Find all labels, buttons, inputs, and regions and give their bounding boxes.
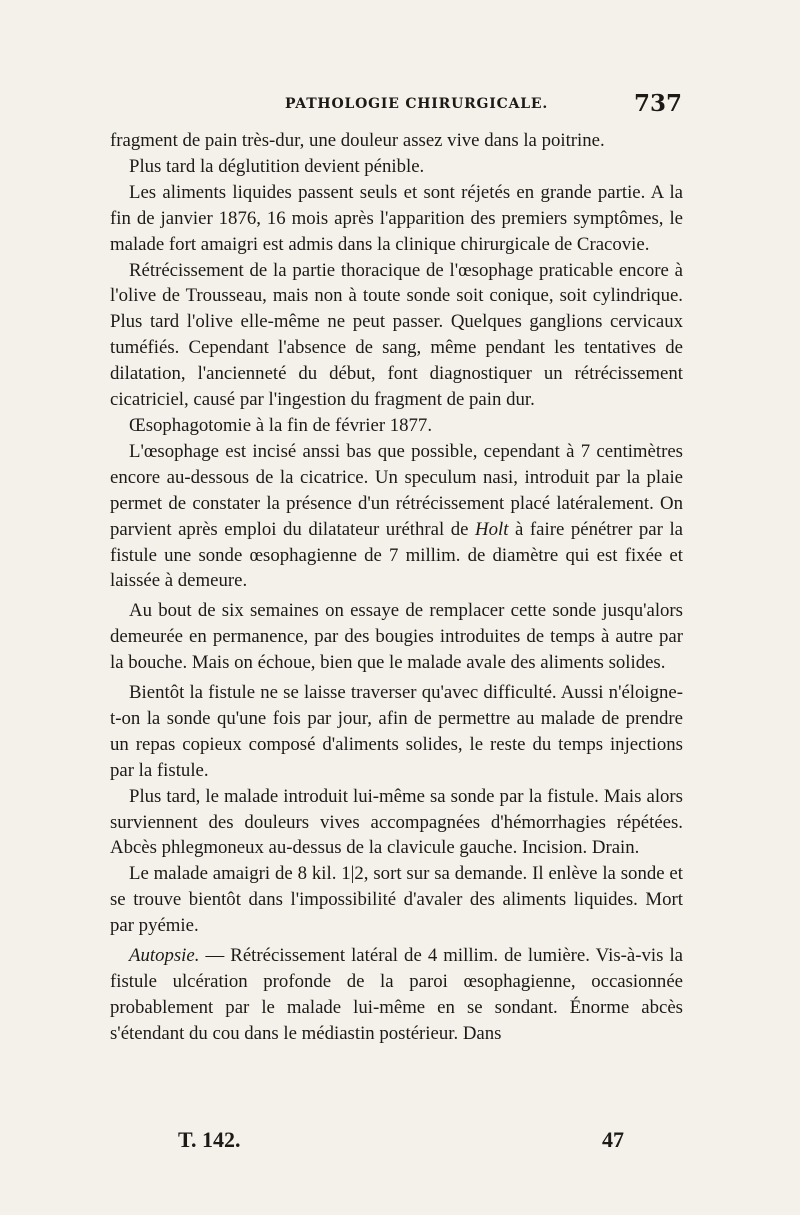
paragraph-6-italic: Holt <box>475 518 509 540</box>
page-footer <box>110 1127 682 1157</box>
page-number: 737 <box>633 90 682 117</box>
paragraph-10: Le malade amaigri de 8 kil. 1|2, sort sur sa demande. Il enlève la sonde et se trouve bientôt dans l'impossibilité d'avaler des aliments liquides. Mort par pyémie. <box>110 863 683 937</box>
paragraph-2: Plus tard la déglutition devient pénible. <box>129 155 425 177</box>
paragraph-3: Les aliments liquides passent seuls et sont réjetés en grande partie. A la fin de janvier 1876, 16 mois après l'apparition des premiers symptômes, le malade fort amaigri est admis dans la clinique chirurgicale de Cracovie. <box>110 181 683 255</box>
paragraph-11-italic: Autopsie. <box>129 945 200 967</box>
paragraph-6 <box>110 439 683 594</box>
signature-mark: T. 142. <box>178 1127 241 1152</box>
body-text <box>110 128 683 1047</box>
paragraph-11 <box>110 943 683 1047</box>
paragraph-5: Œsophagotomie à la fin de février 1877. <box>129 414 433 436</box>
paragraph-6-text-b: à faire pénétrer par la fistule une sonde œsophagienne de 7 millim. de diamètre qui est fixée et laissée à demeure. <box>110 518 684 592</box>
page-header <box>110 90 682 126</box>
paragraph-8: Bientôt la fistule ne se laisse traverser qu'avec difficulté. Aussi n'éloigne-t-on la sonde qu'une fois par jour, afin de permettre au malade de prendre un repas copieux composé d'aliments solides, le reste du temps injections par la fistule. <box>110 682 683 781</box>
paragraph-4: Rétrécissement de la partie thoracique de l'œsophage praticable encore à l'olive de Trousseau, mais non à toute sonde soit conique, soit cylindrique. Plus tard l'olive elle-même ne peut passer. Quelques ganglions cervicaux tuméfiés. Cependant l'absence de sang, même pendant les tentatives de dilatation, l'ancienneté du début, font diagnostiquer un rétrécissement cicatriciel, causé par l'ingestion du fragment de pain dur. <box>110 259 683 411</box>
paragraph-1: fragment de pain très-dur, une douleur assez vive dans la poitrine. <box>110 130 605 151</box>
paragraph-6-text-a: L'œsophage est incisé anssi bas que possible, cependant à 7 centimètres encore au-dessous de la cicatrice. Un speculum nasi, introduit par la plaie permet de constater la présence d'un rétrécissement placé latéralement. On parvient après emploi du dilatateur uréthral de <box>110 440 683 540</box>
paragraph-7: Au bout de six semaines on essaye de remplacer cette sonde jusqu'alors demeurée en permanence, par des bougies introduites de temps à autre par la bouche. Mais on échoue, bien que le malade avale des aliments solides. <box>110 600 683 674</box>
running-title: PATHOLOGIE CHIRURGICALE. <box>285 96 549 112</box>
paragraph-11-text: — Rétrécissement latéral de 4 millim. de lumière. Vis-à-vis la fistule ulcération profonde de la paroi œsophagienne, occasionnée probablement par le malade lui-même en se sondant. Énorme abcès s'étendant du cou dans le médiastin postérieur. Dans <box>110 945 683 1044</box>
signature-number: 47 <box>602 1127 624 1152</box>
paragraph-9: Plus tard, le malade introduit lui-même sa sonde par la fistule. Mais alors surviennent des douleurs vives accompagnées d'hémorrhagies répétées. Abcès phlegmoneux au-dessus de la clavicule gauche. Incision. Drain. <box>110 785 683 859</box>
